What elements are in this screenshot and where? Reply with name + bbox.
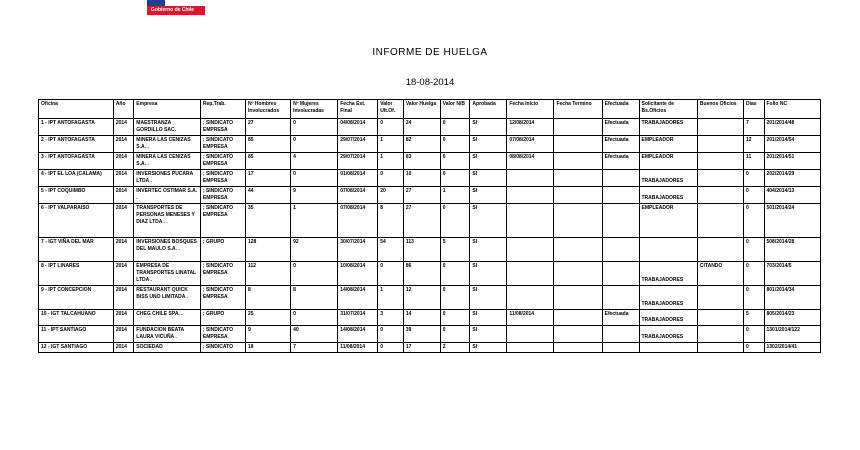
table-row: [39, 136, 821, 153]
table-cell: SI: [470, 153, 507, 170]
table-cell: 14: [403, 310, 440, 326]
column-header: Oficina: [39, 100, 114, 119]
table-cell: [602, 238, 639, 262]
table-cell: ; GRUPO: [200, 238, 245, 262]
table-cell: [697, 119, 743, 136]
table-row: [39, 187, 821, 204]
table-cell: MAESTRANZA GORDILLO SAC.: [134, 119, 201, 136]
table-cell: TRABAJADORES: [639, 286, 697, 310]
table-cell: ; SINDICATO EMPRESA: [200, 170, 245, 187]
table-cell: EMPLEADOR: [639, 204, 697, 238]
report-title: INFORME DE HUELGA: [372, 47, 488, 58]
table-cell: [697, 153, 743, 170]
table-cell: 703/2014/5: [764, 262, 821, 286]
table-cell: 20: [378, 187, 404, 204]
table-cell: [554, 238, 602, 262]
column-header: Solicitante de Bs.Oficios: [639, 100, 697, 119]
table-cell: [507, 262, 554, 286]
table-cell: [507, 170, 554, 187]
table-row: [39, 262, 821, 286]
table-cell: 0: [291, 310, 338, 326]
table-cell: ; SINDICATO EMPRESA: [200, 136, 245, 153]
table-cell: 11 - IPT SANTIAGO: [39, 326, 114, 343]
table-cell: 201/2014/48: [764, 119, 821, 136]
table-cell: [554, 153, 602, 170]
table-cell: 5 - IPT COQUIMBO: [39, 187, 114, 204]
table-cell: 54: [378, 238, 404, 262]
table-cell: 202/2014/29: [764, 170, 821, 187]
table-cell: SI: [470, 136, 507, 153]
table-cell: TRABAJADORES: [639, 310, 697, 326]
table-cell: 8: [291, 286, 338, 310]
table-cell: [554, 187, 602, 204]
table-cell: [554, 343, 602, 353]
table-cell: 2014: [113, 170, 133, 187]
table-cell: 0: [378, 119, 404, 136]
column-header: Nº Hombres Involucrados: [246, 100, 291, 119]
table-cell: [554, 286, 602, 310]
table-cell: SI: [470, 343, 507, 353]
table-cell: [602, 187, 639, 204]
table-cell: 0: [291, 136, 338, 153]
table-cell: SOCIEDAD: [134, 343, 201, 353]
table-cell: 0: [744, 170, 764, 187]
table-cell: 1301/2014/122: [764, 326, 821, 343]
table-cell: [697, 310, 743, 326]
table-cell: Efectuada: [602, 310, 639, 326]
government-logo: [147, 0, 205, 15]
table-cell: 24: [403, 119, 440, 136]
table-row: [39, 310, 821, 326]
column-header: Fecha Inicio: [507, 100, 554, 119]
column-header: Folio NC: [764, 100, 821, 119]
table-cell: [697, 170, 743, 187]
table-cell: 27: [403, 187, 440, 204]
table-cell: EMPLEADOR: [639, 136, 697, 153]
table-cell: Efectuada: [602, 119, 639, 136]
table-cell: 3: [378, 310, 404, 326]
table-cell: 10/08/2014: [338, 262, 378, 286]
table-cell: 85: [246, 136, 291, 153]
table-cell: SI: [470, 326, 507, 343]
table-cell: 0: [378, 262, 404, 286]
table-cell: ; SINDICATO EMPRESA: [200, 286, 245, 310]
table-cell: 128: [246, 238, 291, 262]
table-cell: 39: [403, 326, 440, 343]
table-cell: 2014: [113, 187, 133, 204]
column-header: Días: [744, 100, 764, 119]
table-cell: [554, 170, 602, 187]
table-cell: TRABAJADORES: [639, 326, 697, 343]
table-cell: 2014: [113, 310, 133, 326]
table-cell: 8: [378, 204, 404, 238]
table-cell: 0: [378, 326, 404, 343]
table-cell: 0: [440, 262, 470, 286]
table-cell: 12/08/2014: [507, 119, 554, 136]
table-cell: 2014: [113, 262, 133, 286]
table-cell: INVERSIONES PUCARA LTDA .: [134, 170, 201, 187]
table-cell: TRABAJADORES: [639, 262, 697, 286]
table-cell: 3 - IPT ANTOFAGASTA: [39, 153, 114, 170]
table-cell: 07/08/2014: [507, 136, 554, 153]
table-cell: [697, 187, 743, 204]
table-cell: 0: [440, 326, 470, 343]
table-cell: 7: [744, 119, 764, 136]
table-cell: 805/2014/23: [764, 310, 821, 326]
table-cell: 08/08/2014: [507, 153, 554, 170]
table-cell: [602, 286, 639, 310]
table-cell: 8 - IPT LINARES: [39, 262, 114, 286]
table-row: [39, 286, 821, 310]
table-cell: 0: [440, 136, 470, 153]
table-cell: 14/08/2014: [338, 286, 378, 310]
table-cell: [554, 326, 602, 343]
table-cell: ; SINDICATO EMPRESA: [200, 262, 245, 286]
table-cell: 4 - IPT EL LOA (CALAMA): [39, 170, 114, 187]
table-cell: 2014: [113, 326, 133, 343]
table-cell: Efectuada: [602, 136, 639, 153]
table-cell: 0: [440, 310, 470, 326]
table-cell: 12: [403, 286, 440, 310]
table-cell: 9: [291, 187, 338, 204]
table-cell: SI: [470, 187, 507, 204]
column-header: Fecha Est. Final: [338, 100, 378, 119]
table-cell: 9: [246, 326, 291, 343]
table-cell: 2: [440, 343, 470, 353]
table-cell: 0: [378, 170, 404, 187]
table-cell: 14/08/2014: [338, 326, 378, 343]
table-cell: [507, 187, 554, 204]
logo-text: Gobierno de Chile: [151, 7, 195, 13]
column-header: Aprobada: [470, 100, 507, 119]
table-cell: 5: [440, 238, 470, 262]
column-header: Valor Huelga: [403, 100, 440, 119]
table-cell: RESTAURANT QUICK BISS UNO LIMITADA .: [134, 286, 201, 310]
table-cell: [697, 238, 743, 262]
table-cell: 2014: [113, 204, 133, 238]
table-cell: 2014: [113, 286, 133, 310]
column-header: Fecha Termino: [554, 100, 602, 119]
table-cell: 86: [403, 262, 440, 286]
table-cell: 0: [744, 262, 764, 286]
table-cell: 2014: [113, 119, 133, 136]
table-cell: 0: [744, 286, 764, 310]
column-header: Valor N/B: [440, 100, 470, 119]
table-cell: 11: [744, 153, 764, 170]
table-cell: [602, 170, 639, 187]
table-cell: ; GRUPO: [200, 310, 245, 326]
table-cell: CITANDO: [697, 262, 743, 286]
table-cell: 1: [378, 286, 404, 310]
table-cell: 30/07/2014: [338, 238, 378, 262]
table-cell: 404/2014/13: [764, 187, 821, 204]
table-cell: [697, 136, 743, 153]
strike-report-table: [38, 99, 821, 353]
table-cell: 508/2014/28: [764, 238, 821, 262]
table-cell: SI: [470, 204, 507, 238]
table-cell: 31/07/2014: [338, 310, 378, 326]
table-cell: SI: [470, 119, 507, 136]
table-cell: ; SINDICATO EMPRESA: [200, 204, 245, 238]
table-cell: 6 - IPT VALPARAISO: [39, 204, 114, 238]
table-cell: 1: [440, 187, 470, 204]
table-cell: TRABAJADORES: [639, 170, 697, 187]
table-cell: SI: [470, 238, 507, 262]
table-cell: ; SINDICATO EMPRESA: [200, 119, 245, 136]
table-cell: 12 - IGT SANTIAGO: [39, 343, 114, 353]
table-row: [39, 238, 821, 262]
table-cell: TRABAJADORES: [639, 187, 697, 204]
table-cell: 29/07/2014: [338, 153, 378, 170]
table-cell: 2014: [113, 238, 133, 262]
table-cell: [554, 262, 602, 286]
table-cell: 40: [291, 326, 338, 343]
table-cell: 83: [403, 153, 440, 170]
table-cell: 2014: [113, 136, 133, 153]
table-cell: [602, 326, 639, 343]
table-cell: 501/2014/24: [764, 204, 821, 238]
table-cell: 1 - IPT ANTOFAGASTA: [39, 119, 114, 136]
table-cell: TRANSPORTES DE PERSONAS MENESES Y DIAZ LTDA . .: [134, 204, 201, 238]
table-cell: 8: [246, 286, 291, 310]
table-cell: 27: [246, 119, 291, 136]
table-cell: 9 - IPT CONCEPCION: [39, 286, 114, 310]
table-cell: SI: [470, 170, 507, 187]
table-cell: 201/2014/51: [764, 153, 821, 170]
table-cell: 07/08/2014: [338, 204, 378, 238]
table-cell: 44: [246, 187, 291, 204]
column-header: Año: [113, 100, 133, 119]
table-cell: 01/08/2014: [338, 170, 378, 187]
table-row: [39, 170, 821, 187]
table-cell: 0: [440, 286, 470, 310]
table-cell: CHEG CHILE SPA. .: [134, 310, 201, 326]
table-cell: 1: [291, 204, 338, 238]
table-cell: [697, 343, 743, 353]
table-cell: 11/08/2014: [507, 310, 554, 326]
report-date: 18-08-2014: [405, 77, 455, 88]
table-row: [39, 119, 821, 136]
table-cell: 17: [403, 343, 440, 353]
table-cell: 10 - IGT TALCAHUANO: [39, 310, 114, 326]
table-cell: 35: [246, 204, 291, 238]
table-cell: ; SINDICATO: [200, 343, 245, 353]
column-header: Efectuada: [602, 100, 639, 119]
table-cell: [554, 119, 602, 136]
table-cell: [507, 326, 554, 343]
table-cell: 0: [378, 343, 404, 353]
table-cell: [554, 136, 602, 153]
table-cell: 0: [440, 204, 470, 238]
table-cell: 04/08/2014: [338, 119, 378, 136]
table-cell: [507, 343, 554, 353]
table-cell: 0: [291, 170, 338, 187]
table-cell: MINERA LAS CENIZAS S.A. .: [134, 153, 201, 170]
table-cell: 12: [744, 136, 764, 153]
table-cell: INVERTEC OSTIMAR S.A. .: [134, 187, 201, 204]
table-cell: 0: [291, 119, 338, 136]
table-cell: TRABAJADORES: [639, 119, 697, 136]
table-cell: [554, 204, 602, 238]
table-cell: 11/08/2014: [338, 343, 378, 353]
table-cell: EMPRESA DE TRANSPORTES LINATAL LTDA .: [134, 262, 201, 286]
table-cell: 0: [744, 204, 764, 238]
table-cell: [602, 204, 639, 238]
table-cell: ; SINDICATO EMPRESA: [200, 187, 245, 204]
table-cell: [602, 262, 639, 286]
table-cell: [639, 238, 697, 262]
table-cell: 0: [440, 170, 470, 187]
table-body: [39, 119, 821, 353]
table-cell: [697, 204, 743, 238]
table-cell: 2014: [113, 153, 133, 170]
table-cell: 0: [744, 326, 764, 343]
table-cell: SI: [470, 262, 507, 286]
table-cell: FUNDACION BEATA LAURA VICUÑA .: [134, 326, 201, 343]
table-cell: 25: [246, 310, 291, 326]
table-cell: [602, 343, 639, 353]
table-cell: 112: [246, 262, 291, 286]
table-cell: ; SINDICATO EMPRESA: [200, 326, 245, 343]
header-row: [39, 100, 821, 119]
table-cell: [697, 326, 743, 343]
table-cell: 92: [291, 238, 338, 262]
table-cell: Efectuada: [602, 153, 639, 170]
table-cell: 0: [744, 343, 764, 353]
column-header: Empresa: [134, 100, 201, 119]
table-cell: 07/08/2014: [338, 187, 378, 204]
table-cell: 2014: [113, 343, 133, 353]
table-cell: 10: [403, 170, 440, 187]
table-cell: 0: [440, 153, 470, 170]
table-cell: 0: [291, 262, 338, 286]
table-cell: 801/2014/34: [764, 286, 821, 310]
table-cell: [639, 343, 697, 353]
table-cell: 0: [744, 187, 764, 204]
table-row: [39, 153, 821, 170]
table-cell: ; SINDICATO EMPRESA: [200, 153, 245, 170]
table-cell: 2 - IPT ANTOFAGASTA: [39, 136, 114, 153]
table-cell: [697, 286, 743, 310]
table-cell: 1: [378, 153, 404, 170]
table-cell: 18: [246, 343, 291, 353]
column-header: Nº Mujeres Involucradas: [291, 100, 338, 119]
table-cell: 82: [403, 136, 440, 153]
table-cell: SI: [470, 286, 507, 310]
table-cell: 27: [403, 204, 440, 238]
table-cell: 0: [440, 119, 470, 136]
table-cell: 0: [744, 238, 764, 262]
table-cell: 201/2014/54: [764, 136, 821, 153]
table-cell: 7: [291, 343, 338, 353]
table-row: [39, 204, 821, 238]
table-cell: 85: [246, 153, 291, 170]
table-cell: 17: [246, 170, 291, 187]
column-header: Valor Ult.Of.: [378, 100, 404, 119]
table-cell: 1: [378, 136, 404, 153]
table-cell: [554, 310, 602, 326]
table-cell: MINERA LAS CENIZAS S.A. .: [134, 136, 201, 153]
table-row: [39, 343, 821, 353]
table-cell: [507, 204, 554, 238]
table-cell: [507, 286, 554, 310]
table-cell: 1302/2014/41: [764, 343, 821, 353]
table-cell: 29/07/2014: [338, 136, 378, 153]
column-header: Rep.Trab.: [200, 100, 245, 119]
table-cell: 7 - IGT VIÑA DEL MAR: [39, 238, 114, 262]
table-cell: EMPLEADOR: [639, 153, 697, 170]
table-cell: INVERSIONES BOSQUES DEL MAULO S.A. .: [134, 238, 201, 262]
table-cell: [507, 238, 554, 262]
table-cell: 4: [291, 153, 338, 170]
table-cell: 5: [744, 310, 764, 326]
table-cell: SI: [470, 310, 507, 326]
table-cell: 113: [403, 238, 440, 262]
table-row: [39, 326, 821, 343]
column-header: Buenos Oficios: [697, 100, 743, 119]
